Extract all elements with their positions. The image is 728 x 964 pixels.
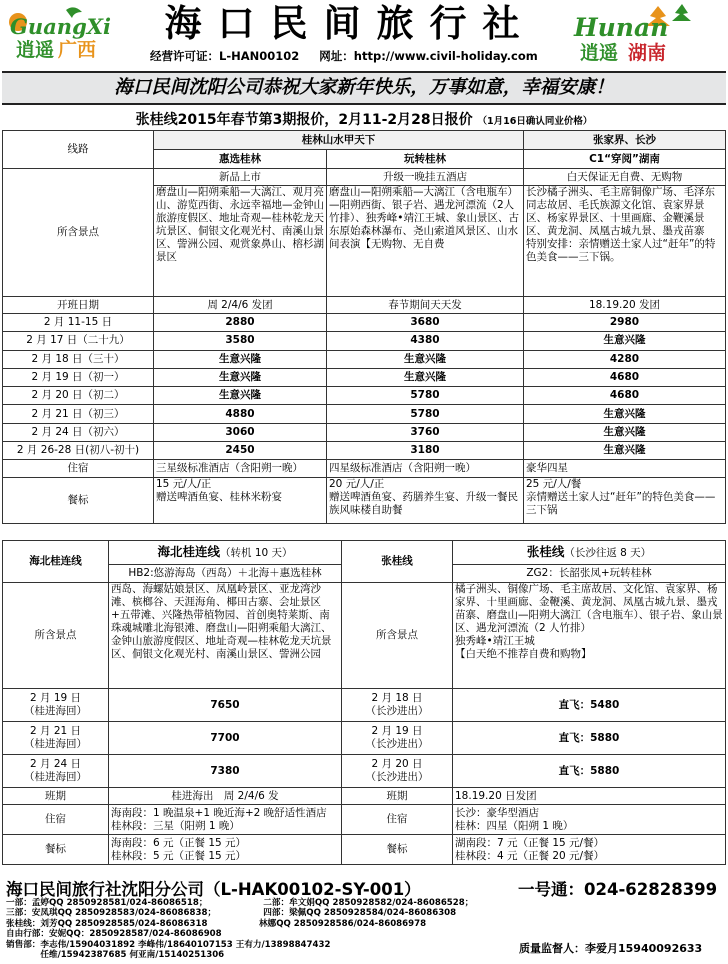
feature-1: 新品上市: [154, 169, 327, 186]
sights-3-special: 特别安排：亲情赠送土家人过“赶年”的特色美食——三下锅。: [526, 238, 716, 263]
haibei-date-note: （桂进海回）: [24, 738, 87, 750]
zhanggui-lodging: 长沙：豪华型酒店 桂林：四星（阳朔 1 晚）: [453, 805, 726, 835]
svg-text:湖南: 湖南: [628, 42, 667, 64]
price-c1: 生意兴隆: [524, 423, 726, 441]
hunan-logo: [566, 2, 722, 64]
haibei-row-date: [3, 722, 109, 755]
haibei-price: 7650: [109, 689, 342, 722]
price-c1: 2980: [524, 314, 726, 332]
haibei-meals-label: 餐标: [3, 835, 109, 865]
price-row: [3, 755, 726, 788]
price-wanzhuan: 4380: [327, 332, 524, 350]
svg-text:逍遥: 逍遥: [16, 39, 55, 61]
zhanggui-date-note: （长沙进出）: [365, 705, 429, 717]
svg-text:逍遥: 逍遥: [580, 42, 619, 64]
svg-text:GuangXi: GuangXi: [10, 14, 112, 39]
meals-label: 餐标: [3, 478, 154, 524]
haibei-sights: 西岛、海螺姑娘景区、凤凰岭景区、亚龙湾沙滩、槟榔谷、天涯海角、椰田古寨、会址景区+五带滩、兴隆热带植物园、首创奥特莱斯、南珠魂城雕北海银滩、磨盘山—阳朔乘船大漓江、金钟山旅游度假区、地址奇观—桂林乾龙天坑景区、侗银文化观光村、南溪山景区、訾洲公园: [109, 583, 342, 689]
price-wanzhuan: 3760: [327, 423, 524, 441]
hunan-logo-graphic: [566, 2, 722, 64]
zhanggui-lodging-label: 住宿: [342, 805, 453, 835]
price-row-date: 2 月 19 日（初一）: [3, 368, 154, 386]
price-wanzhuan: 生意兴隆: [327, 368, 524, 386]
sights-2: 磨盘山—阳朔乘船—大漓江（含电瓶车）—阳朔西街、银子岩、遇龙河漂流（2人竹排）、独秀峰•靖江王城、象山景区、古东原始森林瀑布、尧山索道风景区、山水间表演【无购物、无自费: [327, 186, 524, 297]
price-huixuan: 4880: [154, 405, 327, 423]
departure-1: 周 2/4/6 发团: [154, 297, 327, 314]
feature-3: 白天保证无自费、无购物: [524, 169, 726, 186]
price-wanzhuan: 3680: [327, 314, 524, 332]
haibei-route: HB2:悠游海岛（西岛）＋北海＋惠选桂林: [109, 565, 342, 583]
price-row-date: 2 月 18 日（三十）: [3, 350, 154, 368]
feature-2: 升级一晚挂五酒店: [327, 169, 524, 186]
haibei-meals: 海南段：6 元（正餐 15 元） 桂林段：5 元（正餐 15 元）: [109, 835, 342, 865]
price-row-date: 2 月 17 日（二十九）: [3, 332, 154, 350]
departure-label: 开班日期: [3, 297, 154, 314]
zhanggui-date: 2 月 18 日: [371, 692, 423, 704]
price-c1: 4680: [524, 368, 726, 386]
haibei-date-note: （桂进海回）: [24, 771, 87, 783]
price-row: [3, 423, 726, 441]
group-zjj: 张家界、长沙: [524, 131, 726, 150]
price-row: [3, 689, 726, 722]
zhanggui-date: 2 月 19 日: [371, 725, 423, 737]
zhanggui-date-note: （长沙进出）: [365, 738, 429, 750]
meals-1: 15 元/人/正 赠送啤酒鱼宴、桂林米粉宴: [154, 478, 327, 524]
price-title: [0, 109, 728, 129]
haibei-line-label: 海北桂连线: [3, 541, 109, 583]
lodging-label: 住宿: [3, 460, 154, 478]
license-value: L-HAN00102: [219, 49, 300, 63]
price-rows-2: [3, 689, 726, 788]
zhanggui-title: [453, 541, 726, 565]
price-c1: 4680: [524, 387, 726, 405]
price-table-1: [2, 130, 726, 524]
footer-contact-line: 一部：孟婷QQ 2850928581/024-86086518； 二部：牟文娟QQ 2850928582/024-86086528；: [6, 898, 474, 908]
price-c1: 生意兴隆: [524, 442, 726, 460]
zhanggui-schedule: 18.19.20 日发团: [453, 788, 726, 805]
haibei-date: 2 月 24 日: [29, 758, 82, 770]
price-table-2: [2, 540, 726, 865]
product-c1: C1“穿阅”湖南: [524, 150, 726, 169]
zhanggui-sights: 橘子洲头、铜像广场、毛主席故居、文化馆、袁家界、杨家界、十里画廊、金鞭溪、黄龙洞、凤凰古城九景、墨戎苗寨、磨盘山—阳朔大漓江（含电瓶车）、银子岩、象山景区、遇龙河漂流（2 人竹排） 独秀峰•靖江王城 【白天绝不推荐自费和购物】: [453, 583, 726, 689]
price-row-date: 2 月 21 日（初三）: [3, 405, 154, 423]
price-huixuan: 3580: [154, 332, 327, 350]
price-row: [3, 350, 726, 368]
price-huixuan: 生意兴隆: [154, 368, 327, 386]
footer-supervisor: 质量监督人：李爱月15940092633: [519, 942, 703, 955]
price-row: [3, 722, 726, 755]
haibei-date: 2 月 19 日: [29, 692, 82, 704]
price-row: [3, 368, 726, 386]
zhanggui-title-text: 张桂线: [526, 544, 565, 559]
group-shanshui: 桂林山水甲天下: [154, 131, 524, 150]
sights-3: [524, 186, 726, 297]
price-row: [3, 442, 726, 460]
guangxi-logo: [6, 4, 124, 62]
footer-company: 海口民间旅行社沈阳分公司（L-HAK00102-SY-001）: [6, 880, 421, 899]
price-huixuan: 2880: [154, 314, 327, 332]
svg-text:广西: 广西: [58, 39, 97, 61]
new-year-banner: 海口民间沈阳公司恭祝大家新年快乐，万事如意，幸福安康！: [2, 71, 726, 105]
price-row-date: 2 月 11-15 日: [3, 314, 154, 332]
haibei-lodging: 海南段：1 晚温泉+1 晚近海+2 晚舒适性酒店 桂林段：三星（阳朔 1 晚）: [109, 805, 342, 835]
zhanggui-date: 2 月 20 日: [371, 758, 423, 770]
price-row-date: 2 月 24 日（初六）: [3, 423, 154, 441]
product-huixuan: 惠选桂林: [154, 150, 327, 169]
price-huixuan: 2450: [154, 442, 327, 460]
price-title-note: （1月16日确认同业价格）: [477, 116, 593, 127]
zhanggui-price: 直飞：5880: [453, 755, 726, 788]
price-wanzhuan: 3180: [327, 442, 524, 460]
zhanggui-row-date: [342, 722, 453, 755]
zhanggui-row-date: [342, 689, 453, 722]
price-wanzhuan: 生意兴隆: [327, 350, 524, 368]
price-wanzhuan: 5780: [327, 405, 524, 423]
price-row-date: 2 月 20 日（初二）: [3, 387, 154, 405]
haibei-lodging-label: 住宿: [3, 805, 109, 835]
footer-hotline: [518, 876, 717, 900]
route-label: 线路: [3, 131, 154, 169]
price-row: [3, 332, 726, 350]
hotline-number[interactable]: 024-62828399: [584, 880, 718, 899]
footer-contact-line: 张桂线：刘芳QQ 2850928585/024-86086318 林娜QQ 2850928586/024-86086978: [6, 918, 427, 929]
haibei-date: 2 月 21 日: [29, 725, 82, 737]
website-link[interactable]: http://www.civil-holiday.com: [353, 49, 538, 63]
sights-label: 所含景点: [3, 169, 154, 297]
haibei-schedule: 桂进海出 周 2/4/6 发: [109, 788, 342, 805]
zhanggui-meals: 湖南段：7 元（正餐 15 元/餐） 桂林段：4 元（正餐 20 元/餐）: [453, 835, 726, 865]
zhanggui-sights-label: 所含景点: [342, 583, 453, 689]
zhanggui-meals-label: 餐标: [342, 835, 453, 865]
price-huixuan: 生意兴隆: [154, 350, 327, 368]
price-huixuan: 生意兴隆: [154, 387, 327, 405]
website-label: 网址：: [319, 49, 354, 63]
price-rows: [3, 314, 726, 460]
product-wanzhuan: 玩转桂林: [327, 150, 524, 169]
price-row: [3, 405, 726, 423]
haibei-price: 7700: [109, 722, 342, 755]
meals-2: 20 元/人/正 赠送啤酒鱼宴、药膳养生宴、升级一餐民族风味楼自助餐: [327, 478, 524, 524]
haibei-sights-label: 所含景点: [3, 583, 109, 689]
zhanggui-row-date: [342, 755, 453, 788]
lodging-2: 四星级标准酒店（含阳朔一晚）: [327, 460, 524, 478]
haibei-title-text: 海北桂连线: [157, 544, 220, 559]
sights-1: 磨盘山—阳朔乘船—大漓江、观月亮山、游览西街、永远幸福地—金钟山旅游度假区、地址奇观—桂林乾龙天坑景区、侗银文化观光村、南溪山景区、訾洲公园、观赏象鼻山、榕杉湖景区: [154, 186, 327, 297]
footer-contacts: [6, 898, 473, 960]
haibei-title: [109, 541, 342, 565]
footer-contact-line: 任维/15942387685 何亚南/15140251306: [6, 950, 225, 961]
hotline-label: 一号通：: [518, 880, 584, 899]
haibei-row-date: [3, 755, 109, 788]
price-wanzhuan: 5780: [327, 387, 524, 405]
license-label: 经营许可证：: [150, 49, 219, 63]
zhanggui-price: 直飞：5480: [453, 689, 726, 722]
svg-text:Hunan: Hunan: [574, 13, 669, 42]
price-c1: 4280: [524, 350, 726, 368]
departure-2: 春节期间天天发: [327, 297, 524, 314]
price-row-date: 2 月 26-28 日(初八-初十): [3, 442, 154, 460]
zhanggui-schedule-label: 班期: [342, 788, 453, 805]
footer-contact-line: 销售部：李志伟/15904031892 李峰伟/18640107153 王有力/13898847432: [6, 939, 331, 950]
price-row: [3, 387, 726, 405]
lodging-1: 三星级标准酒店（含阳朔一晚）: [154, 460, 327, 478]
departure-3: 18.19.20 发团: [524, 297, 726, 314]
guangxi-logo-graphic: [6, 4, 124, 62]
zhanggui-title-note: （长沙往返 8 天）: [564, 547, 652, 559]
price-row: [3, 314, 726, 332]
haibei-date-note: （桂进海回）: [24, 705, 87, 717]
footer-contact-line: 自由行部：安妮QQ：2850928587/024-86086908: [6, 929, 222, 940]
price-huixuan: 3060: [154, 423, 327, 441]
haibei-price: 7380: [109, 755, 342, 788]
price-c1: 生意兴隆: [524, 405, 726, 423]
haibei-schedule-label: 班期: [3, 788, 109, 805]
license-line: [150, 48, 538, 64]
zhanggui-route: ZG2：长韶张凤+玩转桂林: [453, 565, 726, 583]
lodging-3: 豪华四星: [524, 460, 726, 478]
agency-title: 海口民间旅行社: [164, 1, 536, 45]
zhanggui-date-note: （长沙进出）: [365, 771, 429, 783]
price-title-text: 张桂线2015年春节第3期报价，2月11-2月28日报价: [135, 112, 473, 128]
footer-contact-line: 三部：安凤琪QQ 2850928583/024-86086838； 四部：梁佩QQ 2850928584/024-86086308: [6, 908, 457, 919]
haibei-row-date: [3, 689, 109, 722]
zhanggui-price: 直飞：5880: [453, 722, 726, 755]
haibei-title-note: （转机 10 天）: [219, 547, 293, 559]
sights-3-list: 长沙橘子洲头、毛主席铜像广场、毛泽东同志故居、毛氏族源文化馆、袁家界景区、杨家界景区、十里画廊、金鞭溪景区、黄龙洞、凤凰古城九景、墨戎苗寨: [526, 186, 715, 237]
zhanggui-line-label: 张桂线: [342, 541, 453, 583]
price-c1: 生意兴隆: [524, 332, 726, 350]
meals-3: 25 元/人/餐 亲情赠送土家人过“赶年”的特色美食——三下锅: [524, 478, 726, 524]
